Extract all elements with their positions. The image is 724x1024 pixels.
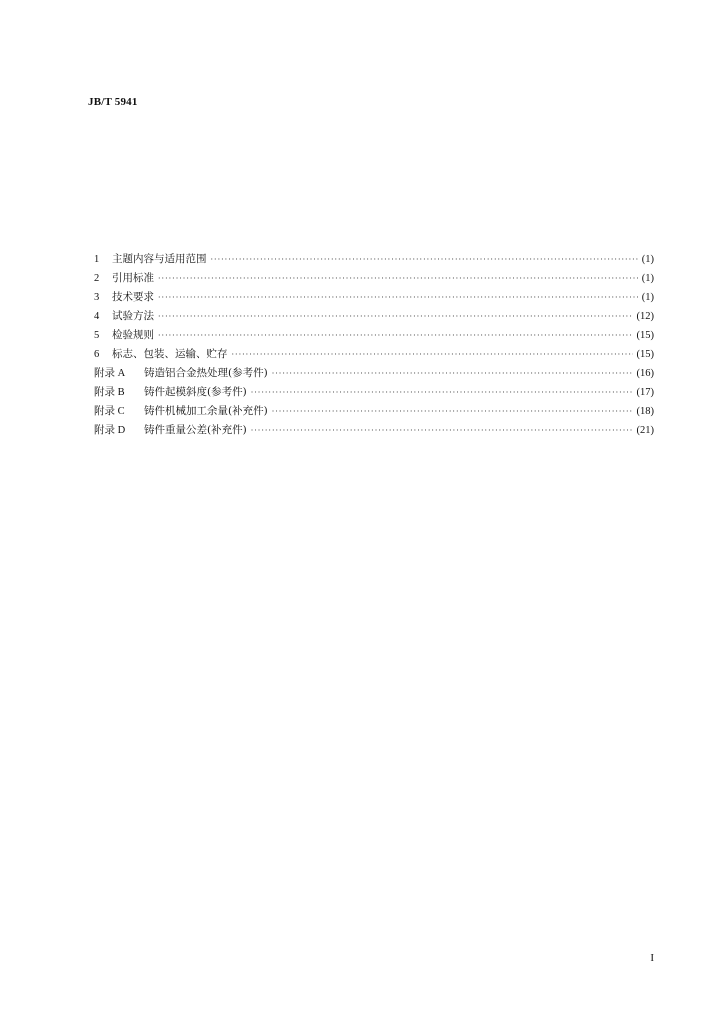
toc-entry-4[interactable] — [94, 307, 654, 326]
toc-entry-3[interactable] — [94, 288, 654, 307]
toc-entry-page: (17) — [636, 387, 654, 398]
toc-entry-number: 4 — [94, 311, 100, 322]
toc-entry-page: (1) — [641, 273, 654, 284]
toc-entry-page: (15) — [636, 330, 654, 341]
toc-leader-dots — [251, 421, 633, 440]
toc-entry-title: 铸造铝合金热处理(参考件) — [144, 367, 268, 379]
toc-entry-appendix-d[interactable] — [94, 421, 654, 440]
toc-entry-appendix-a[interactable] — [94, 364, 654, 383]
toc-leader-dots — [232, 345, 633, 364]
toc-entry-page: (18) — [636, 406, 654, 417]
toc-entry-page: (12) — [636, 311, 654, 322]
toc-entry-title: 铸件重量公差(补充件) — [144, 424, 247, 436]
toc-entry-title: 铸件起模斜度(参考件) — [144, 386, 247, 398]
toc-entry-6[interactable] — [94, 345, 654, 364]
toc-entry-number: 附录 A — [94, 368, 126, 379]
toc-entry-page: (21) — [636, 425, 654, 436]
toc-entry-appendix-c[interactable] — [94, 402, 654, 421]
page-number: I — [650, 952, 654, 964]
toc-entry-title: 检验规则 — [112, 329, 154, 341]
toc-entry-number: 3 — [94, 292, 100, 303]
toc-entry-number: 附录 C — [94, 406, 125, 417]
toc-leader-dots — [211, 250, 638, 269]
toc-leader-dots — [272, 364, 633, 383]
toc-leader-dots — [158, 269, 638, 288]
table-of-contents — [94, 250, 654, 440]
toc-entry-page: (16) — [636, 368, 654, 379]
toc-entry-number: 5 — [94, 330, 100, 341]
toc-entry-title: 标志、包装、运输、贮存 — [112, 348, 228, 360]
toc-entry-number: 1 — [94, 254, 100, 265]
toc-leader-dots — [272, 402, 633, 421]
toc-entry-page: (1) — [641, 254, 654, 265]
toc-leader-dots — [251, 383, 633, 402]
toc-entry-number: 附录 D — [94, 425, 126, 436]
toc-entry-number: 附录 B — [94, 387, 125, 398]
toc-leader-dots — [158, 307, 633, 326]
toc-entry-2[interactable] — [94, 269, 654, 288]
toc-entry-page: (15) — [636, 349, 654, 360]
toc-entry-appendix-b[interactable] — [94, 383, 654, 402]
toc-leader-dots — [158, 326, 633, 345]
toc-entry-number: 6 — [94, 349, 100, 360]
toc-leader-dots — [158, 288, 638, 307]
toc-entry-5[interactable] — [94, 326, 654, 345]
toc-entry-title: 技术要求 — [112, 291, 154, 303]
toc-entry-title: 引用标准 — [112, 272, 154, 284]
document-code: JB/T 5941 — [88, 96, 138, 108]
toc-entry-number: 2 — [94, 273, 100, 284]
toc-entry-title: 试验方法 — [112, 310, 154, 322]
toc-entry-title: 铸件机械加工余量(补充件) — [144, 405, 268, 417]
toc-entry-1[interactable] — [94, 250, 654, 269]
toc-entry-title: 主题内容与适用范围 — [112, 253, 207, 265]
toc-entry-page: (1) — [641, 292, 654, 303]
